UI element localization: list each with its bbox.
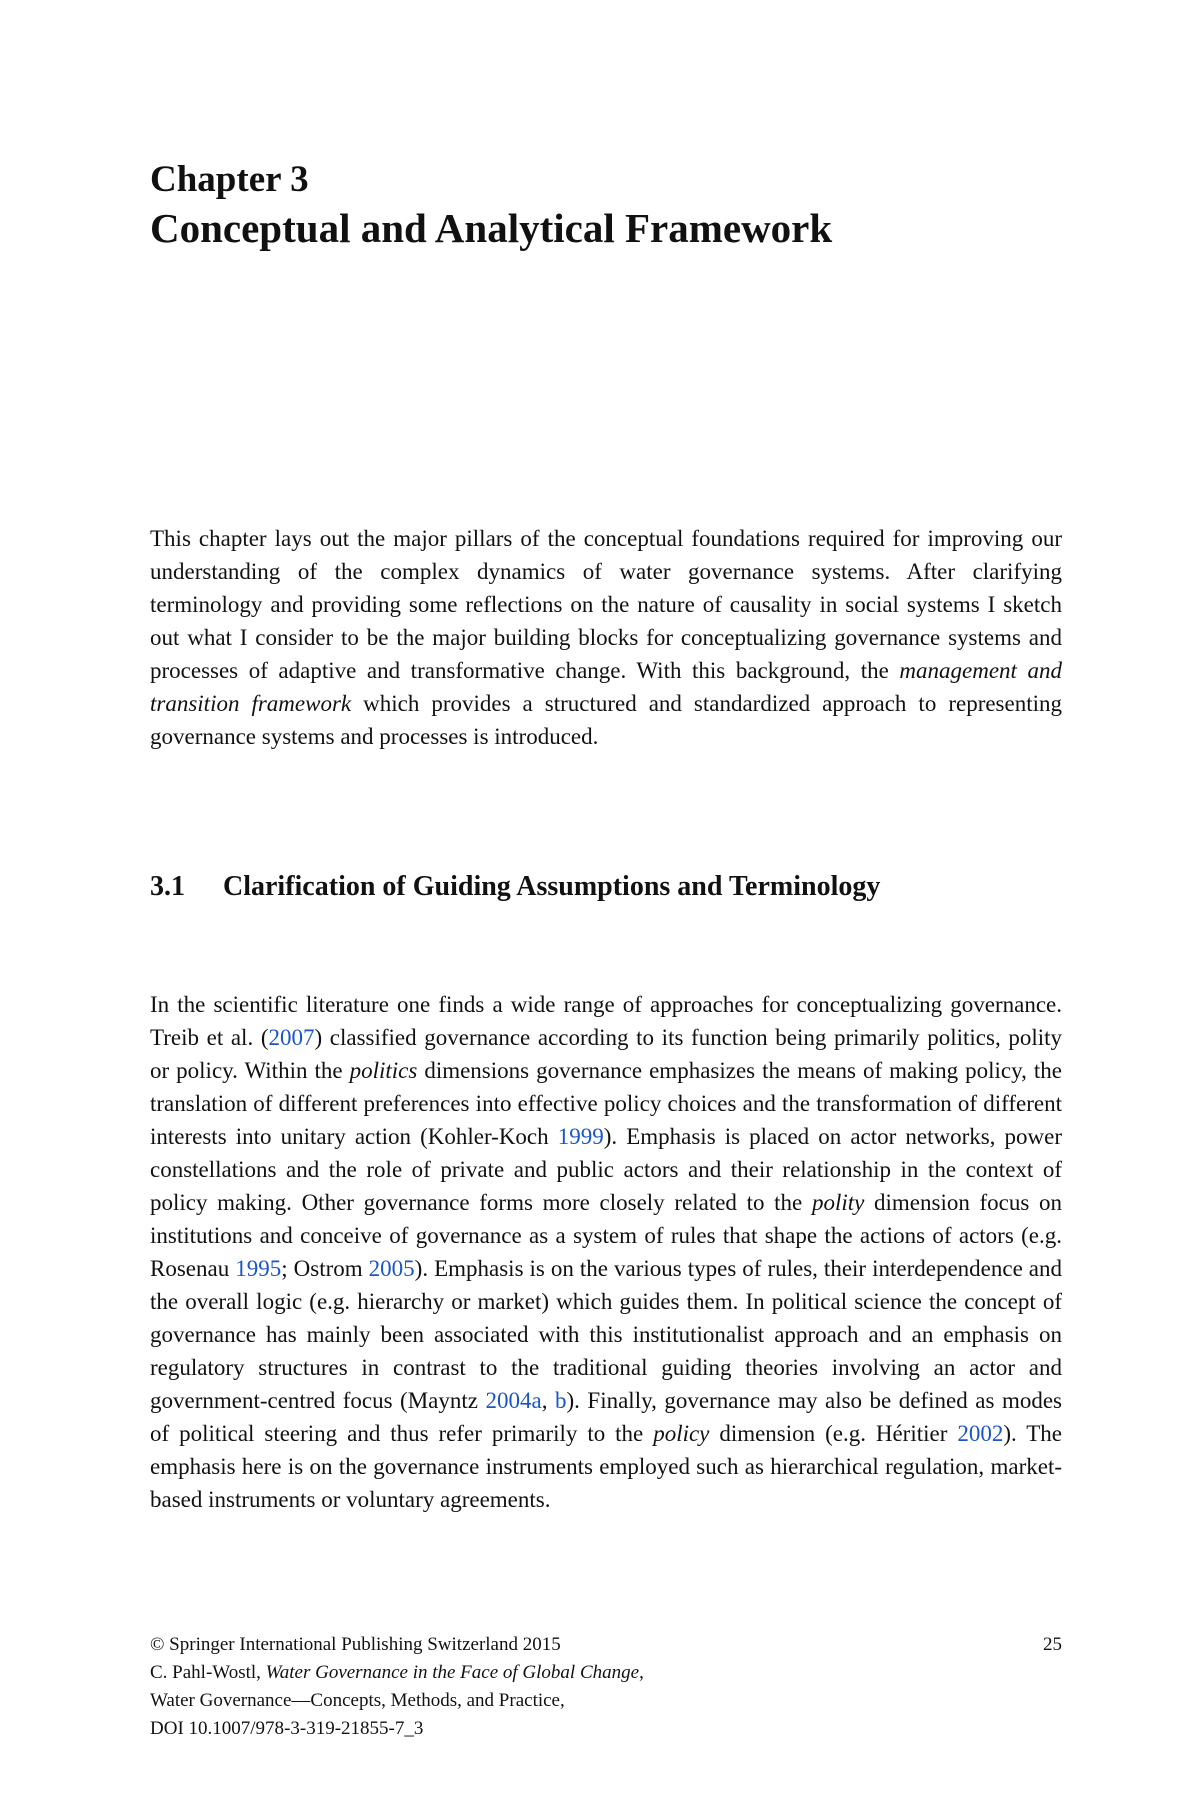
copyright-line: © Springer International Publishing Switzerland 2015 (150, 1634, 561, 1655)
paragraph-emphasis: polity (811, 1190, 865, 1215)
paragraph-text: , (541, 1388, 555, 1413)
paragraph-text: dimension (e.g. Héritier (709, 1421, 958, 1446)
section-title: Clarification of Guiding Assumptions and Terminology (223, 871, 881, 902)
doi-line: DOI 10.1007/978-3-319-21855-7_3 (150, 1718, 424, 1739)
book-title: Water Governance in the Face of Global Change (265, 1662, 640, 1683)
citation-link[interactable]: 2005 (368, 1256, 415, 1281)
paragraph-text: dimension focus on institutions and conceive of governance as a system of rules that shape the actions of actors (e.g. Rosenau (150, 1190, 1062, 1281)
author-suffix: , (639, 1662, 644, 1683)
paragraph-text: ; Ostrom (281, 1256, 369, 1281)
abstract-emphasis: management and transition framework (150, 658, 1062, 716)
paragraph-emphasis: politics (349, 1058, 418, 1083)
citation-line (150, 1659, 1062, 1687)
paragraph-text: dimensions governance emphasizes the means of making policy, the translation of different preferences into effective policy choices and the transformation of different interests into unitary action (Kohler-Koch (150, 1058, 1063, 1149)
abstract-text: which provides a structured and standardized approach to representing governance systems and processes is introduced. (150, 691, 1062, 749)
chapter-label: Chapter 3 (150, 159, 309, 200)
paragraph-text: ). The emphasis here is on the governance instruments employed such as hierarchical regulation, market-based instruments or voluntary agreements. (150, 1421, 1062, 1512)
chapter-title: Conceptual and Analytical Framework (150, 205, 833, 251)
citation-link[interactable]: 1995 (235, 1256, 282, 1281)
paragraph-text: ) classified governance according to its function being primarily politics, polity or policy. Within the (150, 1025, 1063, 1083)
paragraph-text: ). Emphasis is placed on actor networks, power constellations and the role of private and public actors and their relationship in the context of policy making. Other governance forms more closely related to the (150, 1124, 1062, 1215)
chapter-abstract (150, 522, 1062, 753)
book-page (150, 0, 1062, 1820)
section-number: 3.1 (150, 871, 185, 902)
series-line: Water Governance—Concepts, Methods, and Practice, (150, 1690, 565, 1711)
body-paragraph (150, 988, 1062, 1516)
citation-link[interactable]: b (554, 1388, 567, 1413)
paragraph-text: In the scientific literature one finds a wide range of approaches for conceptualizing governance. Treib et al. ( (150, 992, 1062, 1050)
paragraph-text: ). Finally, governance may also be defined as modes of political steering and thus refer primarily to the (150, 1388, 1062, 1446)
abstract-text: This chapter lays out the major pillars of the conceptual foundations required for improving our understanding of the complex dynamics of water governance systems. After clarifying terminology and providing some reflections on the nature of causality in social systems I sketch out what I consider to be the major building blocks for conceptualizing governance systems and processes of adaptive and transformative change. With this background, the (150, 526, 1062, 683)
page-footer (150, 1631, 1062, 1743)
paragraph-text: ). Emphasis is on the various types of rules, their interdependence and the overall logic (e.g. hierarchy or market) which guides them. In political science the concept of governance has mainly been associated with this institutionalist approach and an emphasis on regulatory structures in contrast to the traditional guiding theories involving an actor and government-centred focus (Mayntz (150, 1256, 1063, 1413)
paragraph-emphasis: policy (653, 1421, 710, 1446)
citation-link[interactable]: 2002 (957, 1421, 1004, 1446)
citation-link[interactable]: 2004a (485, 1388, 542, 1413)
page-number: 25 (1043, 1634, 1062, 1655)
citation-link[interactable]: 2007 (268, 1025, 315, 1050)
citation-link[interactable]: 1999 (557, 1124, 604, 1149)
author-name: C. Pahl-Wostl, (150, 1662, 266, 1683)
